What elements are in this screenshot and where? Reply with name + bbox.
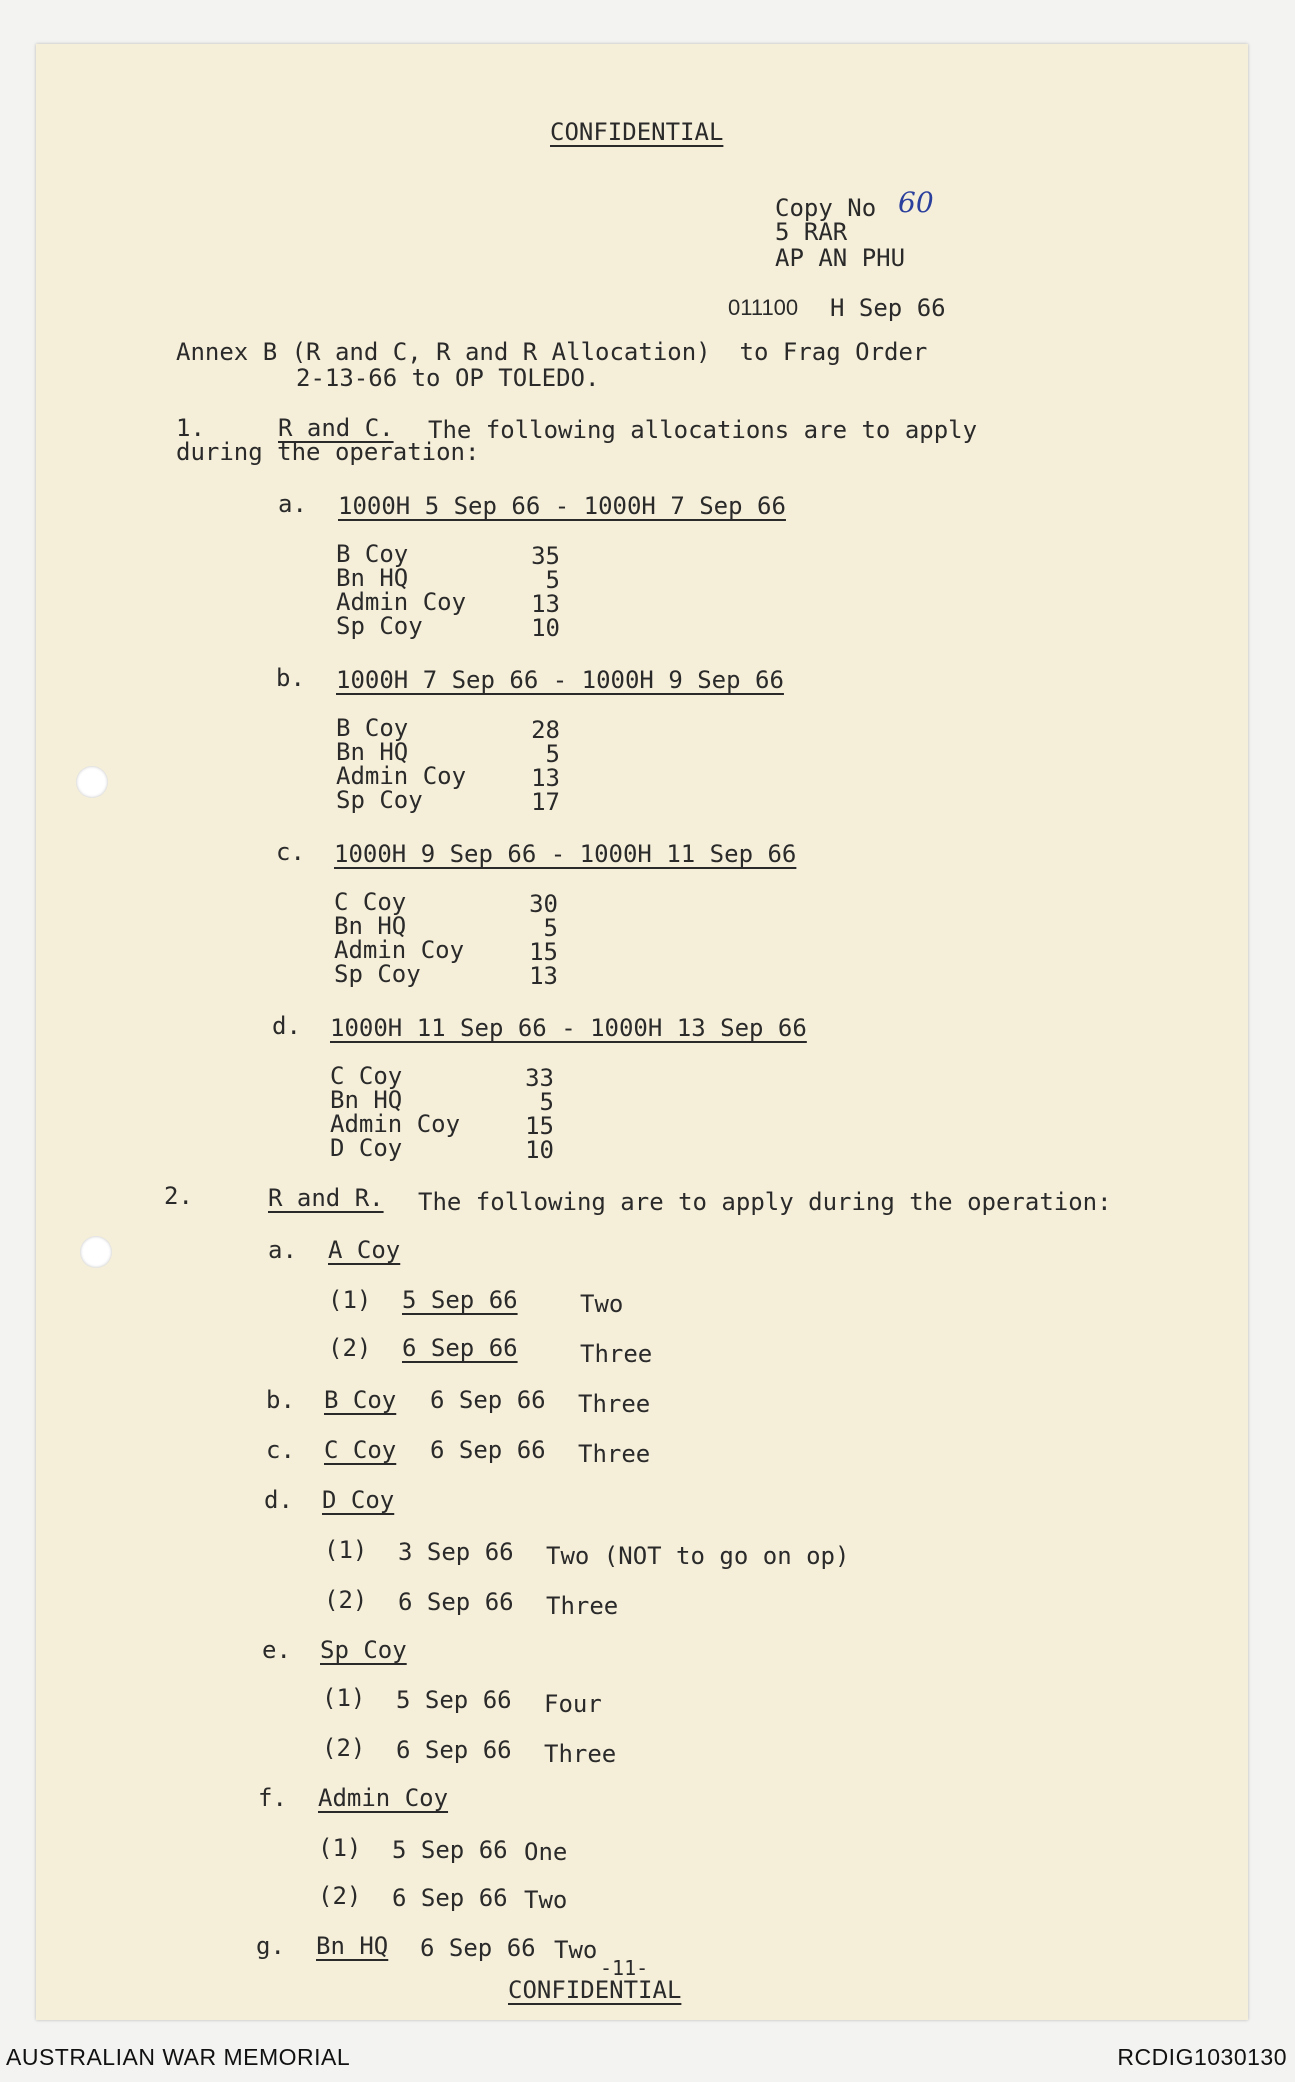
unit-line: 5 RAR — [775, 218, 848, 246]
copy-no-label: Copy No — [775, 194, 877, 222]
period-letter: d. — [272, 1012, 301, 1040]
dtg-code: 011100 — [728, 295, 799, 320]
alloc-unit: Sp Coy — [336, 612, 423, 640]
annex-title-cont: 2-13-66 to OP TOLEDO. — [296, 364, 600, 392]
section-heading: R and C. — [278, 414, 394, 442]
alloc-qty: 33 — [525, 1064, 554, 1092]
alloc-unit: Bn HQ — [336, 738, 409, 766]
alloc-unit: Admin Coy — [336, 762, 467, 790]
copy-no-handwritten: 60 — [898, 186, 934, 219]
item-unit: D Coy — [322, 1486, 395, 1514]
item-letter: c. — [266, 1436, 295, 1464]
alloc-unit: Admin Coy — [336, 588, 467, 616]
period-range: 1000H 9 Sep 66 - 1000H 11 Sep 66 — [334, 840, 797, 868]
sub-number: (1) — [318, 1834, 362, 1862]
item-letter: f. — [258, 1784, 287, 1812]
sub-date: 6 Sep 66 — [398, 1588, 514, 1616]
sub-number: (1) — [322, 1684, 366, 1712]
classification-header: CONFIDENTIAL — [550, 118, 724, 146]
alloc-unit: B Coy — [336, 540, 409, 568]
item-unit: Admin Coy — [318, 1784, 449, 1812]
alloc-qty: 35 — [531, 542, 560, 570]
sub-date: 5 Sep 66 — [392, 1836, 508, 1864]
alloc-qty: 28 — [531, 716, 560, 744]
sub-count: Three — [546, 1592, 619, 1620]
punch-hole — [80, 1236, 112, 1268]
section-intro: The following allocations are to apply — [428, 416, 978, 444]
classification-footer: CONFIDENTIAL — [508, 1976, 682, 2004]
period-letter: c. — [276, 838, 305, 866]
sub-number: (2) — [318, 1882, 362, 1910]
alloc-qty: 30 — [529, 890, 558, 918]
section-number: 2. — [164, 1182, 193, 1210]
item-date: 6 Sep 66 — [420, 1934, 536, 1962]
period-letter: b. — [276, 664, 305, 692]
sub-count: Three — [544, 1740, 617, 1768]
period-range: 1000H 11 Sep 66 - 1000H 13 Sep 66 — [330, 1014, 807, 1042]
alloc-unit: Sp Coy — [334, 960, 421, 988]
punch-hole — [76, 766, 108, 798]
dtg-text: H Sep 66 — [830, 294, 946, 322]
sub-count: Four — [544, 1690, 602, 1718]
section-heading: R and R. — [268, 1184, 384, 1212]
section-number: 1. — [176, 414, 205, 442]
item-unit: Sp Coy — [320, 1636, 407, 1664]
alloc-unit: Sp Coy — [336, 786, 423, 814]
period-range: 1000H 5 Sep 66 - 1000H 7 Sep 66 — [338, 492, 786, 520]
item-date: 6 Sep 66 — [430, 1436, 546, 1464]
page-number: -11- — [600, 1956, 649, 1980]
item-letter: g. — [256, 1932, 285, 1960]
alloc-qty: 17 — [531, 788, 560, 816]
sub-date: 6 Sep 66 — [396, 1736, 512, 1764]
alloc-qty: 10 — [531, 614, 560, 642]
alloc-qty: 13 — [529, 962, 558, 990]
annex-title: Annex B (R and C, R and R Allocation) to Frag Order — [176, 338, 928, 366]
archive-label-right: RCDIG1030130 — [1117, 2044, 1287, 2070]
item-count: Three — [578, 1440, 651, 1468]
alloc-qty: 5 — [545, 740, 560, 768]
alloc-unit: D Coy — [330, 1134, 403, 1162]
alloc-qty: 5 — [543, 914, 558, 942]
sub-count: Two — [580, 1290, 624, 1318]
sub-count: Two (NOT to go on op) — [546, 1542, 850, 1570]
alloc-qty: 15 — [529, 938, 558, 966]
alloc-qty: 13 — [531, 764, 560, 792]
sub-number: (2) — [328, 1334, 372, 1362]
item-unit: B Coy — [324, 1386, 397, 1414]
alloc-qty: 15 — [525, 1112, 554, 1140]
alloc-unit: Bn HQ — [336, 564, 409, 592]
section-intro: The following are to apply during the operation: — [418, 1188, 1112, 1216]
item-count: Three — [578, 1390, 651, 1418]
item-unit: Bn HQ — [316, 1932, 389, 1960]
sub-number: (2) — [324, 1586, 368, 1614]
item-date: 6 Sep 66 — [430, 1386, 546, 1414]
sub-number: (2) — [322, 1734, 366, 1762]
sub-number: (1) — [324, 1536, 368, 1564]
sub-date: 6 Sep 66 — [392, 1884, 508, 1912]
item-letter: b. — [266, 1386, 295, 1414]
sub-count: Two — [524, 1886, 568, 1914]
period-range: 1000H 7 Sep 66 - 1000H 9 Sep 66 — [336, 666, 784, 694]
item-letter: e. — [262, 1636, 291, 1664]
archive-label-left: AUSTRALIAN WAR MEMORIAL — [6, 2044, 351, 2070]
alloc-unit: C Coy — [334, 888, 407, 916]
item-unit: A Coy — [328, 1236, 401, 1264]
location-line: AP AN PHU — [775, 244, 906, 272]
period-letter: a. — [278, 490, 307, 518]
sub-date: 3 Sep 66 — [398, 1538, 514, 1566]
alloc-unit: Bn HQ — [334, 912, 407, 940]
alloc-qty: 5 — [539, 1088, 554, 1116]
sub-count: Three — [580, 1340, 653, 1368]
alloc-qty: 10 — [525, 1136, 554, 1164]
item-unit: C Coy — [324, 1436, 397, 1464]
alloc-qty: 13 — [531, 590, 560, 618]
alloc-unit: C Coy — [330, 1062, 403, 1090]
alloc-unit: Admin Coy — [330, 1110, 461, 1138]
item-count: Two — [554, 1936, 598, 1964]
sub-number: (1) — [328, 1286, 372, 1314]
alloc-unit: Admin Coy — [334, 936, 465, 964]
sub-date: 5 Sep 66 — [402, 1286, 518, 1314]
alloc-unit: B Coy — [336, 714, 409, 742]
sub-count: One — [524, 1838, 568, 1866]
alloc-qty: 5 — [545, 566, 560, 594]
sub-date: 5 Sep 66 — [396, 1686, 512, 1714]
item-letter: a. — [268, 1236, 297, 1264]
alloc-unit: Bn HQ — [330, 1086, 403, 1114]
sub-date: 6 Sep 66 — [402, 1334, 518, 1362]
section-intro-cont: during the operation: — [176, 438, 480, 466]
item-letter: d. — [264, 1486, 293, 1514]
